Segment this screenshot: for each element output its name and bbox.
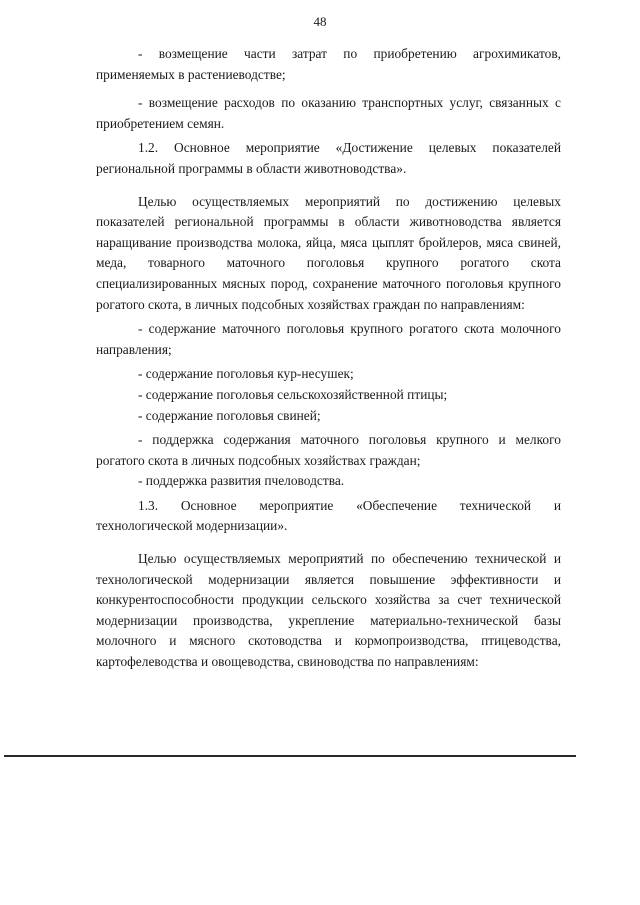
list-item-pigs: - содержание поголовья свиней; [138,407,321,423]
list-item-laying-hens: - содержание поголовья кур-несушек; [138,366,354,382]
section-heading-1-3: 1.3. Основное мероприятие «Обеспечение технической и технологической модернизации». [96,497,561,534]
paragraph-transport: - возмещение расходов по оказанию транспортных услуг, связанных с приобретением семян. [96,95,561,131]
paragraph-livestock-goal: Целью осуществляемых мероприятий по достижению целевых показателей региональной программы в области животноводства является наращивание производства молока, яйца, мяса цыплят бройлеров, мяса свиней, меда, товарного маточного поголовья крупного рогатого скота специализированных мясных пород, сохранение маточного поголовья крупного рогатого скота, в личных подсобных хозяйствах граждан по направлениям: [96,193,561,312]
list-item-dairy-cattle: - содержание маточного поголовья крупного рогатого скота молочного направления; [96,321,561,357]
document-body [96,44,561,673]
section-heading-1-2: 1.2. Основное мероприятие «Достижение целевых показателей региональной программы в области животноводства». [96,140,561,176]
list-item-poultry: - содержание поголовья сельскохозяйственной птицы; [138,386,448,402]
list-item-beekeeping: - поддержка развития пчеловодства. [138,473,345,489]
bottom-rule [4,755,576,757]
list-item-private-farms: - поддержка содержания маточного поголовья крупного и мелкого рогатого скота в личных подсобных хозяйствах граждан; [96,432,561,468]
page-number: 48 [313,14,327,29]
paragraph-modernization-goal: Целью осуществляемых мероприятий по обеспечению технической и технологической модернизации является повышение эффективности и конкурентоспособности продукции сельского хозяйства за счет технической модернизации производства, укрепление материально-технической базы молочного и мясного скотоводства и кормопроизводства, птицеводства, картофелеводства и овощеводства, свиноводства по направлениям: [96,551,561,670]
paragraph-agrochemicals: - возмещение части затрат по приобретению агрохимикатов, применяемых в растениеводстве; [96,46,561,82]
